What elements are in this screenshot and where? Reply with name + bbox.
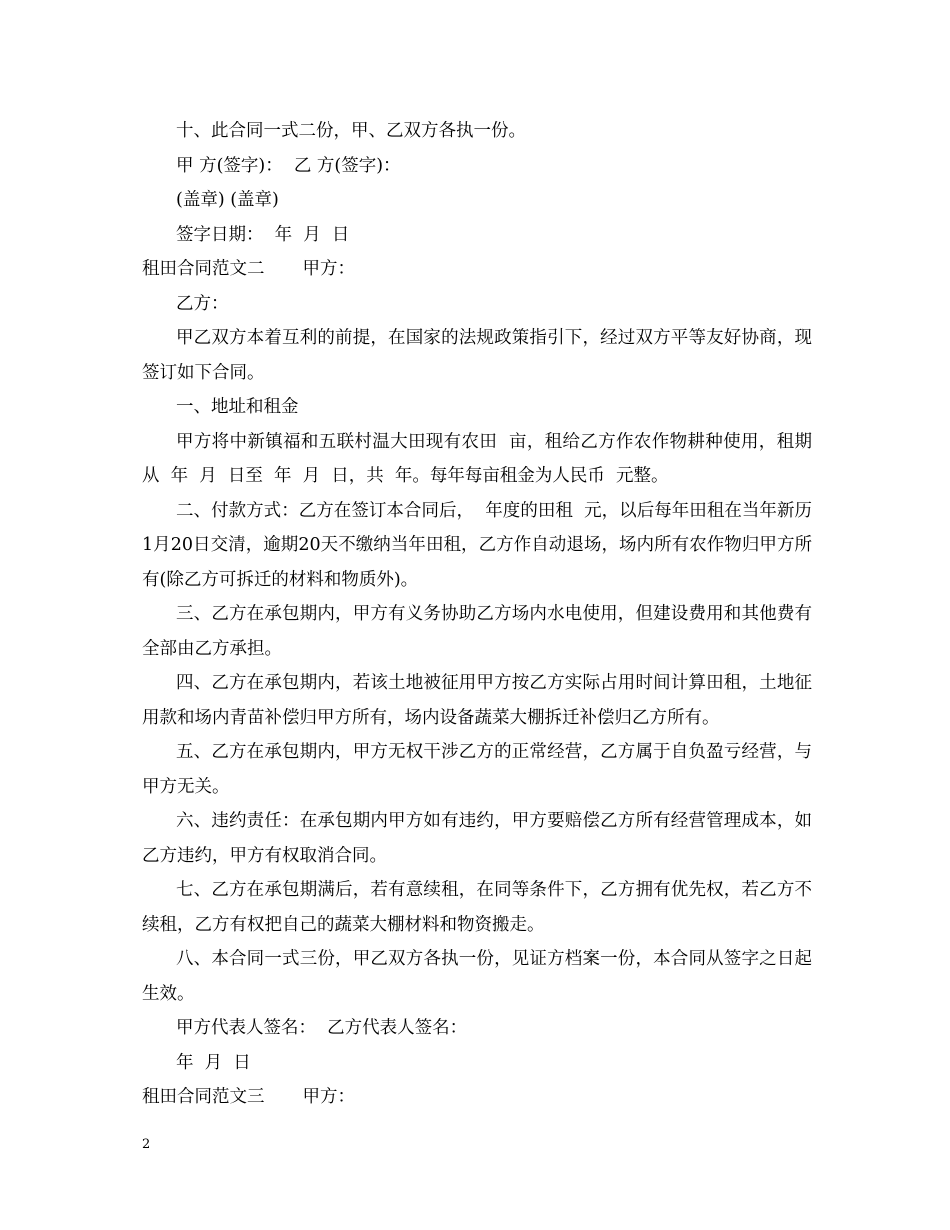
clause-eight: 八、本合同一式三份，甲乙双方各执一份，见证方档案一份，本合同从签字之日起生效。 xyxy=(142,949,812,1004)
party-b-label: 乙方： xyxy=(176,293,229,314)
sample-two-party-a: 甲方： xyxy=(302,259,355,279)
signature-line-parties: 甲 方(签字)： 乙 方(签字)： xyxy=(176,155,401,176)
clause-ten: 十、此合同一式二份，甲、乙双方各执一份。 xyxy=(176,121,526,141)
clause-address-rent: 甲方将中新镇福和五联村温大田现有农田 亩，租给乙方作农作物耕种使用，租期从 年 月 日至 年 月 日，共 年。每年每亩租金为人民币 元整。 xyxy=(142,431,812,486)
clause-seven: 七、乙方在承包期满后，若有意续租，在同等条件下，乙方拥有优先权，若乙方不续租，乙方有权把自己的蔬菜大棚材料和物资搬走。 xyxy=(142,880,812,935)
representative-date-line: 年 月 日 xyxy=(176,1052,251,1073)
sample-three-title: 租田合同范文三 xyxy=(142,1087,265,1107)
clause-three: 三、乙方在承包期内，甲方有义务协助乙方场内水电使用，但建设费用和其他费有全部由乙方承担。 xyxy=(142,604,812,659)
page-number: 2 xyxy=(142,1137,151,1152)
clause-five: 五、乙方在承包期内，甲方无权干涉乙方的正常经营，乙方属于自负盈亏经营，与甲方无关。 xyxy=(142,742,812,797)
signing-date-line: 签字日期： 年 月 日 xyxy=(176,224,350,245)
contract-text xyxy=(142,114,812,1115)
preamble-paragraph: 甲乙双方本着互利的前提，在国家的法规政策指引下，经过双方平等友好协商，现签订如下合同。 xyxy=(142,328,812,383)
sample-two-heading-line xyxy=(142,252,812,287)
section-address-rent-heading: 一、地址和租金 xyxy=(176,397,299,417)
clause-six: 六、违约责任：在承包期内甲方如有违约，甲方要赔偿乙方所有经营管理成本，如乙方违约，甲方有权取消合同。 xyxy=(142,811,812,866)
sample-three-heading-line xyxy=(142,1080,812,1115)
seal-line: (盖章) (盖章) xyxy=(176,190,279,210)
sample-two-title: 租田合同范文二 xyxy=(142,259,265,279)
representative-signature-line: 甲方代表人签名： 乙方代表人签名： xyxy=(176,1018,468,1038)
clause-four: 四、乙方在承包期内，若该土地被征用甲方按乙方实际占用时间计算田租，土地征用款和场内青苗补偿归甲方所有，场内设备蔬菜大棚拆迁补偿归乙方所有。 xyxy=(142,673,812,728)
clause-payment: 二、付款方式：乙方在签订本合同后， 年度的田租 元，以后每年田租在当年新历1月20日交清，逾期20天不缴纳当年田租，乙方作自动退场，场内所有农作物归甲方所有(除乙方可拆迁的材料和物质外)。 xyxy=(142,500,812,590)
sample-three-party-a: 甲方： xyxy=(302,1087,355,1107)
